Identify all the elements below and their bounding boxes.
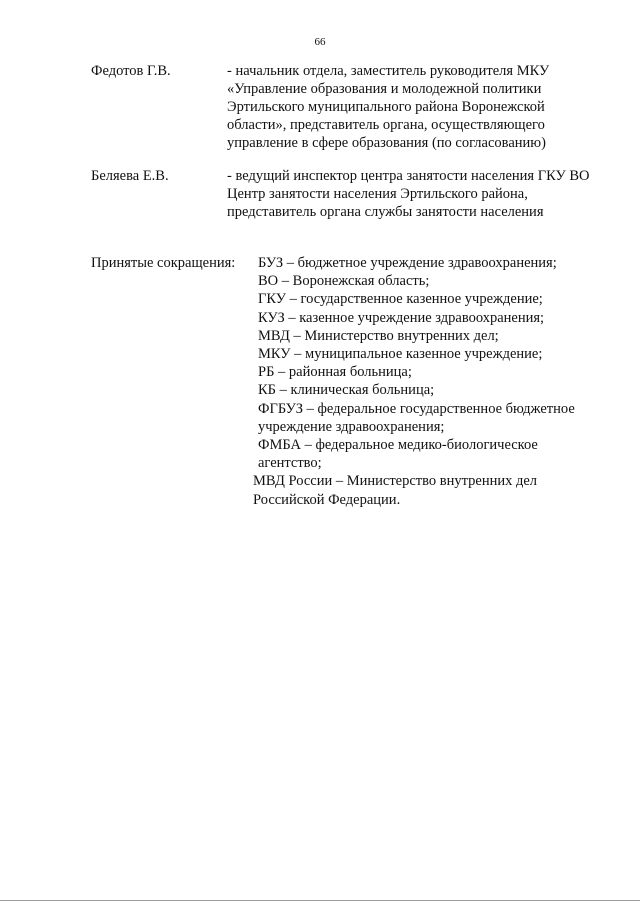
abbreviation-item: БУЗ – бюджетное учреждение здравоохранения;: [258, 255, 557, 271]
abbreviation-item: КБ – клиническая больница;: [258, 382, 435, 399]
abbreviation-item: ВО – Воронежская область;: [258, 273, 430, 290]
bottom-divider: [0, 900, 640, 901]
abbreviation-item: МВД – Министерство внутренних дел;: [258, 327, 499, 344]
member-description-fedotov: [227, 62, 603, 152]
description-line: «Управление образования и молодежной политики: [227, 81, 542, 97]
abbreviations-label: Принятые сокращения:: [91, 255, 236, 271]
abbreviations-list: [253, 254, 603, 509]
abbreviation-item: Российской Федерации.: [253, 491, 401, 508]
description-line: - начальник отдела, заместитель руководителя МКУ: [227, 63, 550, 79]
description-line: Эртильского муниципального района Воронежской: [227, 99, 545, 115]
description-line: области», представитель органа, осуществляющего: [227, 117, 545, 133]
page-number: 66: [314, 36, 326, 48]
abbreviation-item: ФМБА – федеральное медико-биологическое: [258, 437, 538, 454]
description-line: управление в сфере образования (по согласованию): [227, 135, 546, 151]
member-name-fedotov: Федотов Г.В.: [91, 63, 171, 79]
abbreviation-item: агентство;: [258, 455, 322, 472]
description-line: представитель органа службы занятости населения: [227, 204, 544, 220]
abbreviation-item: учреждение здравоохранения;: [258, 418, 445, 435]
abbreviation-item: ФГБУЗ – федеральное государственное бюджетное: [258, 400, 575, 417]
abbreviation-item: КУЗ – казенное учреждение здравоохранения;: [258, 309, 545, 326]
member-description-belyaeva: [227, 167, 603, 221]
abbreviation-item: РБ – районная больница;: [258, 364, 412, 381]
abbreviation-item: ГКУ – государственное казенное учреждение;: [258, 291, 543, 308]
abbreviation-item: МКУ – муниципальное казенное учреждение;: [258, 346, 543, 363]
abbreviation-item: МВД России – Министерство внутренних дел: [253, 473, 538, 490]
description-line: - ведущий инспектор центра занятости населения ГКУ ВО: [227, 168, 590, 184]
member-name-belyaeva: Беляева Е.В.: [91, 168, 169, 184]
description-line: Центр занятости населения Эртильского района,: [227, 186, 528, 202]
